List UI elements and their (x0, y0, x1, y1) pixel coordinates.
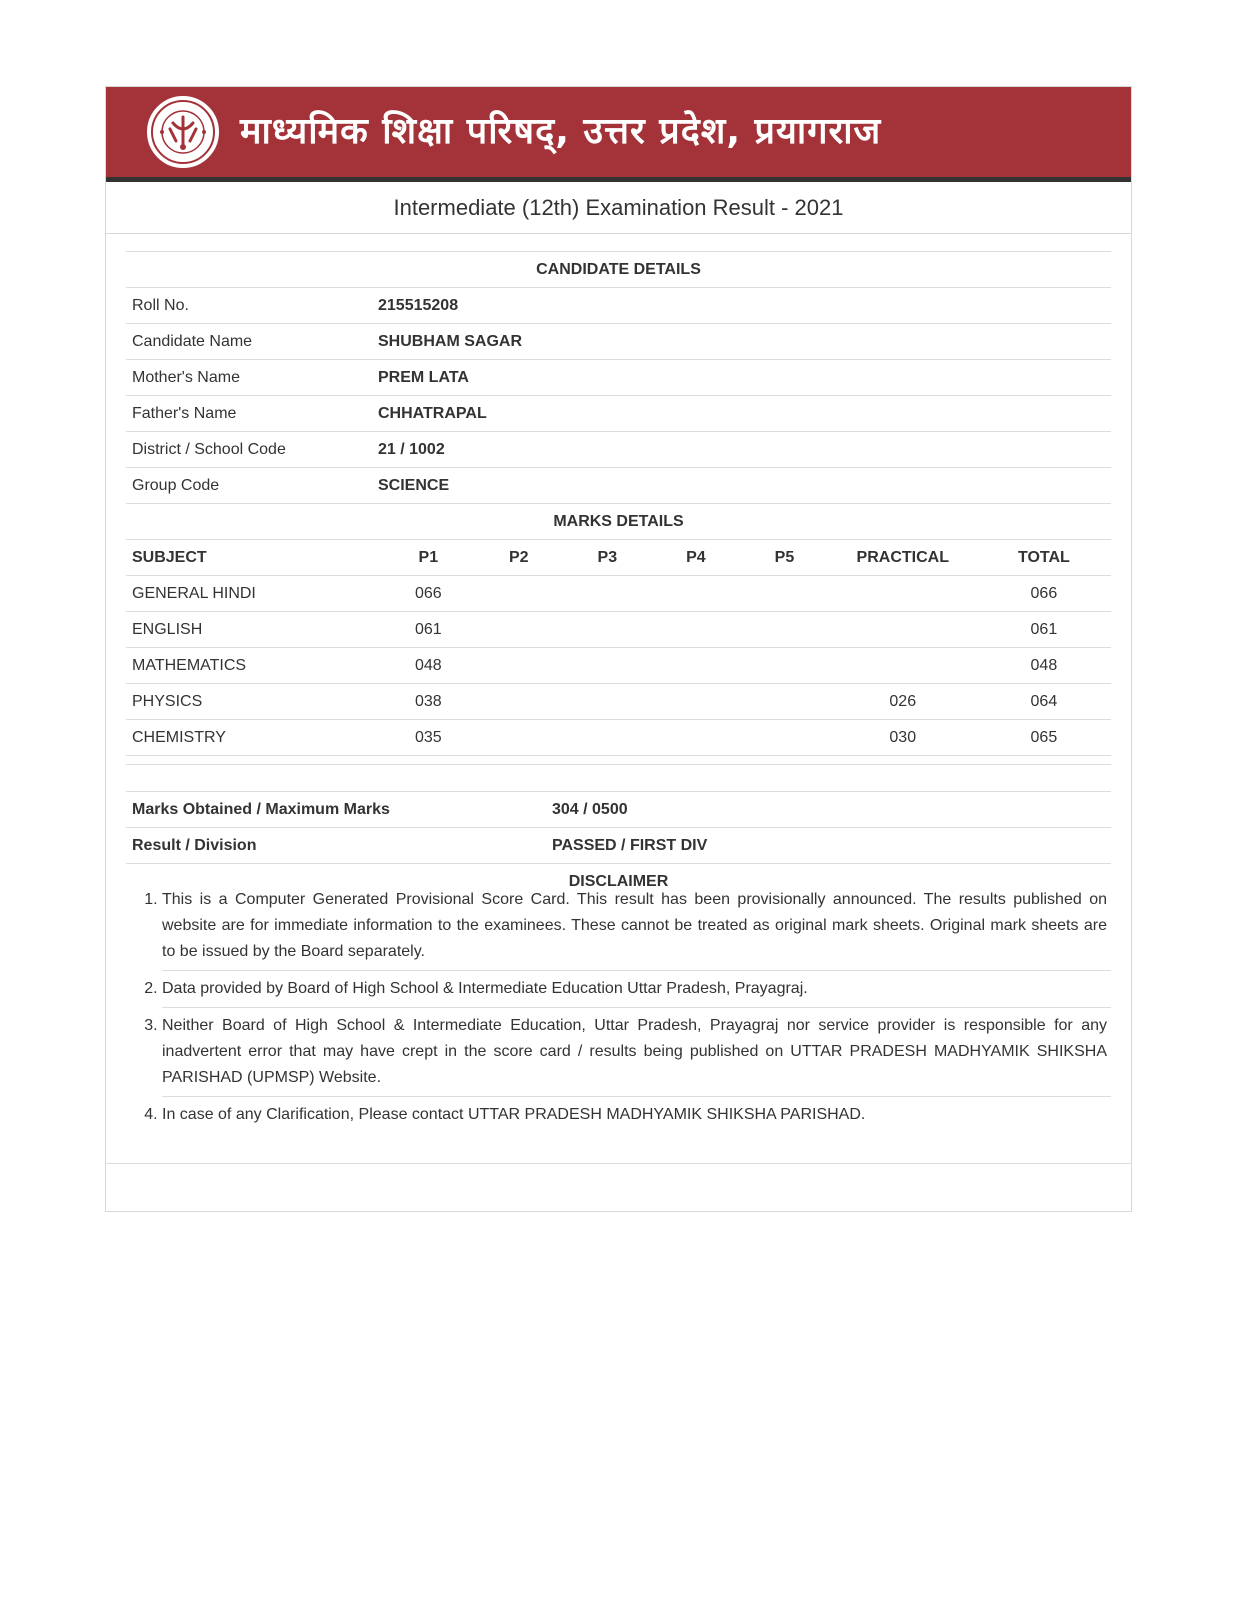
subject-name: GENERAL HINDI (126, 576, 382, 612)
marks-cell: 064 (977, 684, 1111, 720)
marks-column-header: P2 (474, 540, 563, 576)
marks-column-header: SUBJECT (126, 540, 382, 576)
marks-cell (563, 612, 652, 648)
candidate-field-value: 215515208 (372, 288, 1111, 324)
candidate-field-label: Roll No. (126, 288, 372, 324)
disclaimer-title: DISCLAIMER (126, 864, 1111, 900)
marks-cell: 048 (977, 648, 1111, 684)
marks-table (126, 503, 1111, 755)
disclaimer-item: 4. In case of any Clarification, Please contact UTTAR PRADESH MADHYAMIK SHIKSHA PARISHAD. (162, 1097, 1111, 1133)
candidate-row (126, 468, 1111, 504)
candidate-field-label: Father's Name (126, 396, 372, 432)
marks-cell: 061 (977, 612, 1111, 648)
candidate-row (126, 360, 1111, 396)
marks-cell (740, 576, 829, 612)
marks-header-row (126, 540, 1111, 576)
disclaimer-item: 3. Neither Board of High School & Intermediate Education, Uttar Pradesh, Prayagraj nor service provider is responsible for any inadvertent error that may have crept in the score card / results being published on UTTAR PRADESH MADHYAMIK SHIKSHA PARISHAD (UPMSP) Website. (162, 1008, 1111, 1097)
board-name: माध्यमिक शिक्षा परिषद्, उत्तर प्रदेश, प्रयागराज (240, 111, 882, 152)
exam-title: Intermediate (12th) Examination Result - 2021 (106, 183, 1131, 234)
marks-column-header: P4 (652, 540, 741, 576)
subject-name: CHEMISTRY (126, 720, 382, 756)
marks-cell (829, 576, 977, 612)
marks-cell (563, 576, 652, 612)
candidate-field-value: SHUBHAM SAGAR (372, 324, 1111, 360)
candidate-field-value: SCIENCE (372, 468, 1111, 504)
candidate-field-label: District / School Code (126, 432, 372, 468)
candidate-field-label: Candidate Name (126, 324, 372, 360)
marks-cell (563, 720, 652, 756)
disclaimer-item: 2. Data provided by Board of High School & Intermediate Education Uttar Pradesh, Prayagraj. (162, 971, 1111, 1008)
marks-cell (652, 612, 741, 648)
marks-row (126, 720, 1111, 756)
marks-cell (652, 576, 741, 612)
marks-cell (652, 684, 741, 720)
details-section (126, 251, 1111, 899)
marks-obtained-label: Marks Obtained / Maximum Marks (126, 792, 546, 828)
marks-column-header: PRACTICAL (829, 540, 977, 576)
candidate-field-label: Group Code (126, 468, 372, 504)
candidate-field-value: PREM LATA (372, 360, 1111, 396)
marks-cell: 065 (977, 720, 1111, 756)
candidate-row (126, 432, 1111, 468)
marks-row (126, 576, 1111, 612)
result-card (105, 86, 1132, 1212)
marks-cell (474, 612, 563, 648)
marks-cell (474, 684, 563, 720)
marks-cell (740, 720, 829, 756)
marks-column-header: P3 (563, 540, 652, 576)
marks-cell: 030 (829, 720, 977, 756)
marks-column-header: P1 (382, 540, 474, 576)
marks-row (126, 612, 1111, 648)
subject-name: ENGLISH (126, 612, 382, 648)
summary-table (126, 755, 1111, 899)
marks-cell (563, 684, 652, 720)
marks-cell (829, 612, 977, 648)
marks-cell: 066 (977, 576, 1111, 612)
marks-cell: 048 (382, 648, 474, 684)
marks-cell (474, 576, 563, 612)
marks-cell: 038 (382, 684, 474, 720)
candidate-row (126, 324, 1111, 360)
candidate-field-value: CHHATRAPAL (372, 396, 1111, 432)
marks-cell (740, 648, 829, 684)
disclaimer-section (126, 882, 1111, 1133)
marks-obtained-value: 304 / 0500 (546, 792, 1111, 828)
marks-cell (652, 720, 741, 756)
marks-column-header: P5 (740, 540, 829, 576)
candidate-field-value: 21 / 1002 (372, 432, 1111, 468)
subject-name: MATHEMATICS (126, 648, 382, 684)
card-footer-divider (106, 1163, 1131, 1164)
upmsp-seal-icon (146, 95, 220, 169)
disclaimer-item: 1. This is a Computer Generated Provisional Score Card. This result has been provisionally announced. The results published on website are for immediate information to the examinees. These cannot be treated as original mark sheets. Original mark sheets are to be issued by the Board separately. (162, 882, 1111, 971)
result-division-label: Result / Division (126, 828, 546, 864)
candidate-table (126, 251, 1111, 503)
marks-cell: 061 (382, 612, 474, 648)
marks-section-title: MARKS DETAILS (126, 504, 1111, 540)
marks-row (126, 684, 1111, 720)
candidate-field-label: Mother's Name (126, 360, 372, 396)
marks-cell (563, 648, 652, 684)
marks-cell (740, 612, 829, 648)
marks-cell (652, 648, 741, 684)
result-division-value: PASSED / FIRST DIV (546, 828, 1111, 864)
marks-cell: 035 (382, 720, 474, 756)
candidate-section-title: CANDIDATE DETAILS (126, 252, 1111, 288)
marks-cell: 026 (829, 684, 977, 720)
marks-cell (474, 720, 563, 756)
candidate-row (126, 288, 1111, 324)
marks-cell: 066 (382, 576, 474, 612)
subject-name: PHYSICS (126, 684, 382, 720)
marks-column-header: TOTAL (977, 540, 1111, 576)
marks-cell (740, 684, 829, 720)
candidate-row (126, 396, 1111, 432)
marks-cell (474, 648, 563, 684)
header-banner (106, 87, 1131, 182)
marks-row (126, 648, 1111, 684)
disclaimer-list (126, 882, 1111, 1133)
marks-cell (829, 648, 977, 684)
